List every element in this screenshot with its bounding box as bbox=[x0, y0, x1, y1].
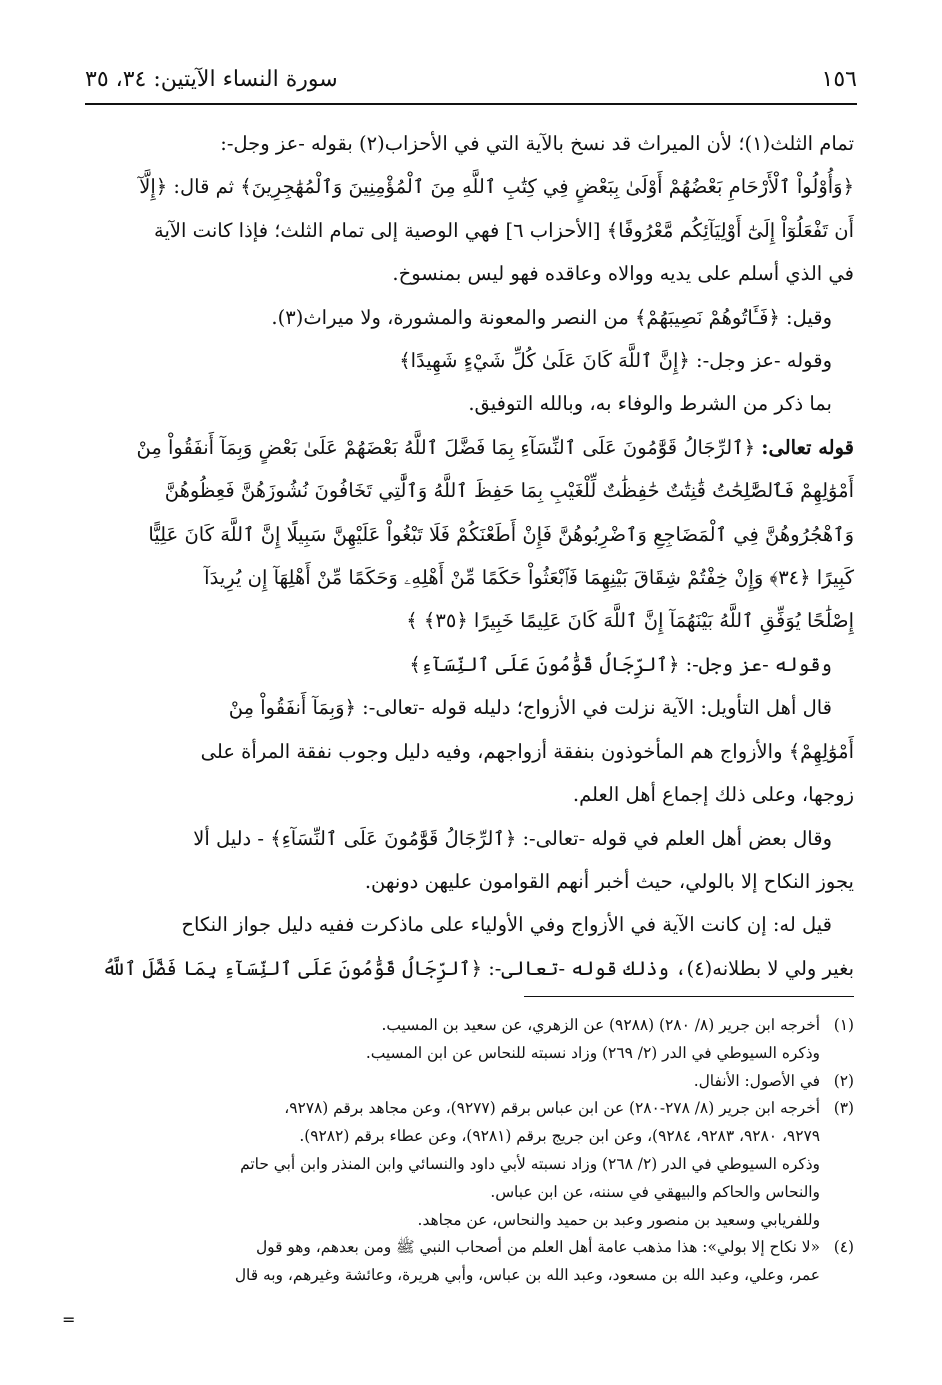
continuation-mark: = bbox=[62, 1310, 75, 1329]
verse-line: وَٱهْجُرُوهُنَّ فِي ٱلْمَضَاجِعِ وَٱضْرِبُوهُنَّ فَإِنْ أَطَعْنَكُمْ فَلَا تَبْغُواْ عَلَيْهِنَّ سَبِيلًا إِنَّ ٱللَّهَ كَانَ عَلِيًّا bbox=[148, 522, 854, 546]
footnote-line: وللفريابي وسعيد بن منصور وعبد بن حميد والنحاس، عن مجاهد. bbox=[417, 1210, 820, 1229]
text-line: بغير ولي لا بطلانه(٤)، وذلك قوله -تعالى-: ﴿ٱلرِّجَالُ قَوَّٰمُونَ عَلَى ٱلنِّسَآءِ بِمَا فَضَّلَ ٱللَّهُ bbox=[102, 956, 854, 980]
text-line: في الذي أسلم على يديه ووالاه وعاقده فهو ليس بمنسوخ. bbox=[392, 262, 854, 286]
text-line: وقال بعض أهل العلم في قوله -تعالى-: ﴿ٱلرِّجَالُ قَوَّٰمُونَ عَلَى ٱلنِّسَآءِ﴾ - دليل ألا bbox=[193, 826, 832, 850]
verse-line bbox=[88, 426, 854, 469]
footnote-rule bbox=[524, 996, 854, 997]
running-header bbox=[85, 58, 857, 100]
text-line: أَن تَفْعَلُوٓاْ إِلَىٰٓ أَوْلِيَآئِكُم مَّعْرُوفًا﴾ [الأحزاب ٦] فهي الوصية إلى تمام الثلث؛ فإذا كانت الآية bbox=[154, 218, 854, 242]
verse-line: أَمْوَٰلِهِمْ فَٱلصَّٰلِحَٰتُ قَٰنِتَٰتٌ حَٰفِظَٰتٌ لِّلْغَيْبِ بِمَا حَفِظَ ٱللَّهُ وَٱلَّٰتِي تَخَافُونَ نُشُوزَهُنَّ فَعِظُوهُنَّ bbox=[164, 479, 854, 503]
footnotes bbox=[88, 1012, 854, 1290]
footnote-line: ٩٢٧٩، ٩٢٨٠، ٩٢٨٣، ٩٢٨٤)، وعن ابن جريج برقم (٩٢٨١)، وعن عطاء برقم (٩٢٨٢). bbox=[299, 1127, 820, 1146]
footnote-continuation bbox=[88, 1040, 854, 1068]
footnote-continuation bbox=[88, 1151, 854, 1234]
page-number: ١٥٦ bbox=[821, 66, 857, 92]
footnote-body bbox=[88, 1012, 820, 1040]
footnote bbox=[88, 1095, 854, 1151]
main-text bbox=[88, 122, 854, 990]
footnote-line: والنحاس والحاكم والبيهقي في سننه، عن ابن عباس. bbox=[490, 1182, 820, 1201]
text-line: وقوله -عز وجل-: ﴿إِنَّ ٱللَّهَ كَانَ عَلَىٰ كُلِّ شَيْءٍ شَهِيدًا﴾ bbox=[399, 349, 832, 373]
footnote-body bbox=[88, 1095, 820, 1151]
verse-text: ﴿ٱلرِّجَالُ قَوَّٰمُونَ عَلَى ٱلنِّسَآءِ بِمَا فَضَّلَ ٱللَّهُ بَعْضَهُمْ عَلَىٰ بَعْضٍ وَبِمَآ أَنفَقُواْ مِنْ bbox=[136, 435, 756, 459]
footnote-line: وذكره السيوطي في الدر (٢/ ٢٦٨) وزاد نسبته لأبي داود والنسائي وابن المنذر وابن أبي حاتم bbox=[240, 1154, 820, 1173]
footnote-line: في الأصول: الأنفال. bbox=[693, 1071, 820, 1090]
footnote-body bbox=[88, 1234, 820, 1290]
footnote-line: «لا نكاح إلا بولي»: هذا مذهب عامة أهل العلم من أصحاب النبي ﷺ ومن بعدهم، وهو قول bbox=[255, 1238, 820, 1257]
text-line: زوجها، وعلى ذلك إجماع أهل العلم. bbox=[572, 783, 854, 807]
surah-title: سورة النساء الآيتين: ٣٤، ٣٥ bbox=[85, 66, 338, 92]
text-line: بما ذكر من الشرط والوفاء به، وبالله التوفيق. bbox=[468, 392, 832, 416]
text-line: وقوله -عز وجل-: ﴿ٱلرِّجَالُ قَوَّٰمُونَ عَلَى ٱلنِّسَآءِ﴾ bbox=[409, 652, 832, 676]
footnote-body bbox=[88, 1068, 820, 1096]
text-line: ﴿وَأُوْلُواْ ٱلْأَرْحَامِ بَعْضُهُمْ أَوْلَىٰ بِبَعْضٍ فِي كِتَٰبِ ٱللَّهِ مِنَ ٱلْمُؤْمِنِينَ وَٱلْمُهَٰجِرِينَ﴾ ثم قال: ﴿إِلَّآ bbox=[139, 175, 854, 199]
footnote-line: أخرجه ابن جرير (٨/ ٢٨٠) (٩٢٨٨) عن الزهري، عن سعيد بن المسيب. bbox=[381, 1016, 820, 1034]
header-rule bbox=[85, 103, 857, 105]
verse-line: كَبِيرًا ﴿٣٤﴾ وَإِنْ خِفْتُمْ شِقَاقَ بَيْنِهِمَا فَٱبْعَثُواْ حَكَمًا مِّنْ أَهْلِهِۦ وَحَكَمًا مِّنْ أَهْلِهَآ إِن يُرِيدَآ bbox=[204, 566, 854, 590]
footnote-line: عمر، وعلي، وعبد الله بن مسعود، وعبد الله بن عباس، وأبي هريرة، وعائشة وغيرهم، وبه قال bbox=[234, 1266, 820, 1285]
text-line: يجوز النكاح إلا بالولي، حيث أخبر أنهم القوامون عليهن دونهن. bbox=[364, 869, 854, 893]
text-line: أَمْوَٰلِهِمْ﴾ والأزواج هم المأخوذون بنفقة أزواجهم، وفيه دليل وجوب نفقة المرأة على bbox=[200, 739, 854, 763]
text-line: وقيل: ﴿فَـَٔاتُوهُمْ نَصِيبَهُمْ﴾ من النصر والمعونة والمشورة، ولا ميراث(٣). bbox=[271, 305, 832, 329]
text-line: تمام الثلث(١)؛ لأن الميراث قد نسخ بالآية التي في الأحزاب(٢) بقوله -عز وجل-: bbox=[220, 132, 854, 155]
footnote-line: وذكره السيوطي في الدر (٢/ ٢٦٩) وزاد نسبته للنحاس عن ابن المسيب. bbox=[365, 1043, 820, 1062]
footnote-number: (١) bbox=[833, 1016, 854, 1034]
footnote bbox=[88, 1068, 854, 1096]
footnote bbox=[88, 1012, 854, 1040]
text-line: قيل له: إن كانت الآية في الأزواج وفي الأولياء على ماذكرت ففيه دليل جواز النكاح bbox=[181, 913, 832, 937]
text-line: قال أهل التأويل: الآية نزلت في الأزواج؛ دليله قوله -تعالى-: ﴿وَبِمَآ أَنفَقُواْ مِنْ bbox=[228, 696, 832, 720]
footnote-line: أخرجه ابن جرير (٨/ ٢٧٨-٢٨٠) عن ابن عباس برقم (٩٢٧٧)، وعن مجاهد برقم (٩٢٧٨، bbox=[284, 1099, 820, 1118]
footnote-number: (٤) bbox=[833, 1238, 854, 1257]
footnote-number: (٢) bbox=[833, 1071, 854, 1090]
footnote bbox=[88, 1234, 854, 1290]
qawluhu-label: قوله تعالى: bbox=[761, 435, 854, 459]
footnote-number: (٣) bbox=[833, 1099, 854, 1118]
verse-line: إِصْلَٰحًا يُوَفِّقِ ٱللَّهُ بَيْنَهُمَآ إِنَّ ٱللَّهَ كَانَ عَلِيمًا خَبِيرًا ﴿٣٥﴾ ﴾ bbox=[406, 609, 854, 633]
